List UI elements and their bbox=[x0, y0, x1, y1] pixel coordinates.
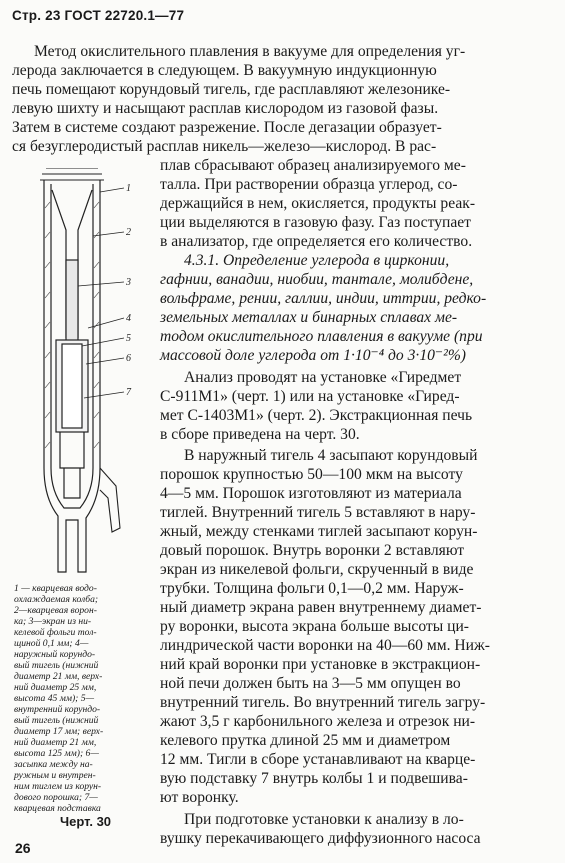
body-line: в анализатор, где определяется его количество. bbox=[160, 233, 473, 250]
figure-number-7: 7 bbox=[126, 387, 131, 398]
body-line: ной печи должен быть на 3—5 мм опущен во bbox=[160, 675, 461, 692]
figure-number-1: 1 bbox=[126, 183, 131, 194]
body-line: довый порошок. Внутрь воронки 2 вставляют bbox=[160, 542, 465, 559]
page-header: Стр. 23 ГОСТ 22720.1—77 bbox=[12, 8, 185, 23]
caption-line: внутренний корундо- bbox=[14, 704, 101, 715]
nickel-screen bbox=[66, 260, 78, 346]
figure-number-2: 2 bbox=[126, 227, 131, 238]
caption-line: наружный корундо- bbox=[14, 649, 96, 660]
figure-number-4: 4 bbox=[126, 313, 131, 324]
caption-line: келевой фольги тол- bbox=[14, 627, 97, 638]
caption-line: засыпка между на- bbox=[14, 759, 93, 770]
caption-line: высота 125 мм); 6— bbox=[14, 748, 99, 759]
caption-line: щиной 0,1 мм; 4— bbox=[14, 638, 89, 649]
body-line: талла. При растворении образца углерод, со- bbox=[160, 176, 458, 193]
body-line: 12 мм. Тигли в сборе устанавливают на кварце- bbox=[160, 751, 476, 768]
figure-label: Черт. 30 bbox=[60, 814, 112, 829]
body-line: жный, между стенками тиглей засыпают корун- bbox=[160, 523, 478, 540]
section-heading-line: гафнии, ванадии, ниобии, тантале, молибдене, bbox=[160, 271, 474, 288]
page-number: 26 bbox=[15, 840, 31, 856]
body-line: трубки. Толщина фольги 0,1—0,2 мм. Наруж- bbox=[160, 580, 464, 597]
body-line: порошок крупностью 50—100 мкм на высоту bbox=[160, 466, 463, 483]
section-heading-line: вольфраме, рении, галлии, индии, иттрии, редко- bbox=[160, 290, 487, 307]
section-heading-line: 4.3.1. Определение углерода в цирконии, bbox=[184, 252, 450, 269]
body-line: При подготовке установки к анализу в ло- bbox=[184, 811, 464, 828]
caption-line: высота 45 мм); 5— bbox=[14, 693, 95, 704]
body-line: вую подставку 7 внутрь колбы 1 и подвешива- bbox=[160, 770, 468, 787]
quartz-stand bbox=[60, 432, 84, 498]
body-line: Затем в системе создают разрежение. После дегазации образует- bbox=[12, 119, 442, 136]
caption-line: 2—кварцевая ворон- bbox=[14, 605, 97, 616]
caption-line: диаметр 17 мм; верх- bbox=[14, 726, 104, 737]
section-heading-line: земельных металлах и бинарных сплавах ме- bbox=[160, 309, 458, 326]
caption-line: 1 — кварцевая водо- bbox=[14, 583, 97, 594]
caption-line: ка; 3—экран из ни- bbox=[14, 616, 92, 627]
body-line: держащийся в нем, окисляется, продукты реак- bbox=[160, 195, 476, 212]
body-line: С-911М1» (черт. 1) или на установке «Гиред- bbox=[160, 388, 460, 405]
caption-line: диаметр 21 мм, верх- bbox=[14, 671, 103, 682]
body-line: ный диаметр экрана равен внутреннему диамет- bbox=[160, 599, 482, 616]
body-line: Анализ проводят на установке «Гиредмет bbox=[184, 369, 462, 386]
caption-line: ним тиглем из корун- bbox=[14, 781, 102, 792]
section-heading-line: массовой доле углерода от 1·10⁻⁴ до 3·10⁻²%) bbox=[160, 347, 466, 364]
body-line: левую шихту и насыщают расплав кислородом из газовой фазы. bbox=[12, 100, 439, 117]
body-line: вушку перекачивающего диффузионного насоса bbox=[160, 830, 481, 847]
body-line: ний край воронки при установке в экстракцион- bbox=[160, 656, 481, 673]
body-line: экран из никелевой фольги, скрученный в виде bbox=[160, 561, 474, 578]
body-line: ции выделяются в газовую фазу. Газ поступает bbox=[160, 214, 471, 231]
caption-line: ний диаметр 21 мм, bbox=[14, 737, 97, 748]
body-line: мет С-1403М1» (черт. 2). Экстракционная печь bbox=[160, 407, 473, 424]
caption-line: охлаждаемая колба; bbox=[14, 594, 99, 605]
caption-line: вый тигель (нижний bbox=[14, 660, 99, 671]
caption-line: ний диаметр 25 мм, bbox=[14, 682, 97, 693]
body-line: линдрической части воронки на 40—60 мм. Ниж- bbox=[160, 637, 490, 654]
inner-crucible bbox=[62, 344, 82, 428]
body-line: келевого прутка длиной 25 мм и диаметром bbox=[160, 732, 451, 749]
figure-number-5: 5 bbox=[126, 333, 131, 344]
caption-line: кварцевая подставка bbox=[14, 803, 101, 814]
caption-line: ружным и внутрен- bbox=[14, 770, 96, 781]
body-line: Метод окислительного плавления в вакууме для определения уг- bbox=[34, 43, 466, 60]
section-heading-line: тодом окислительного плавления в вакууме (при bbox=[160, 328, 483, 345]
body-line: ру воронки, высота экрана больше высоты ци- bbox=[160, 618, 469, 635]
figure-number-3: 3 bbox=[126, 277, 131, 288]
body-line: печь помещают корундовый тигель, где расплавляют железонике- bbox=[12, 81, 451, 98]
body-line: в сборе приведена на черт. 30. bbox=[160, 426, 360, 443]
caption-line: вый тигель (нижний bbox=[14, 715, 99, 726]
furnace-figure bbox=[20, 168, 138, 580]
body-line: 4—5 мм. Порошок изготовляют из материала bbox=[160, 485, 462, 502]
body-line: В наружный тигель 4 засыпают корундовый bbox=[184, 447, 478, 464]
body-line: ся безуглеродистый расплав никель—железо—кислород. В рас- bbox=[12, 138, 437, 155]
body-line: жают 3,5 г карбонильного железа и отрезок ни- bbox=[160, 713, 476, 730]
body-line: тиглей. Внутренний тигель 5 вставляют в нару- bbox=[160, 504, 476, 521]
body-line: ют воронку. bbox=[160, 789, 239, 806]
figure-number-6: 6 bbox=[126, 353, 131, 364]
body-line: плав сбрасывают образец анализируемого ме- bbox=[160, 157, 466, 174]
caption-line: дового порошка; 7— bbox=[14, 792, 98, 803]
body-line: лерода заключается в следующем. В вакуумную индукционную bbox=[12, 62, 437, 79]
body-line: внутренний тигель. Во внутренний тигель загру- bbox=[160, 694, 486, 711]
